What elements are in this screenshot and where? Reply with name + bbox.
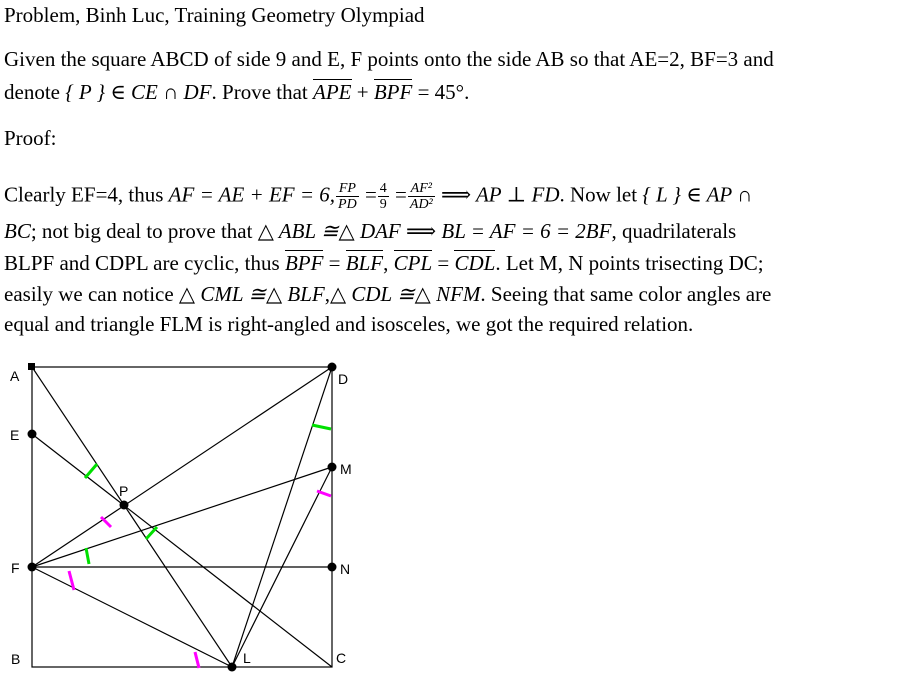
segment-ld bbox=[232, 367, 332, 667]
fraction-4-9: $\frac{4}{9}$ bbox=[379, 181, 387, 212]
proof-line-5: equal and triangle FLM is right-angled and isosceles, we got the required relation. bbox=[4, 312, 694, 336]
point-f bbox=[28, 563, 37, 572]
geometry-figure bbox=[0, 358, 360, 673]
point-n bbox=[328, 563, 337, 572]
magenta-angle-marks bbox=[69, 491, 331, 668]
segment-ec bbox=[32, 434, 332, 667]
label-l: L bbox=[243, 650, 251, 666]
segment-fd bbox=[32, 367, 332, 567]
fraction-af2-ad2: $\frac{\text{AF²}}{\text{AD²}}$ bbox=[409, 181, 433, 212]
proof-line-3: BLPF and CDPL are cyclic, thus BPF = BLF, CPL = CDL. Let M, N points trisecting DC; bbox=[4, 251, 764, 275]
point-d bbox=[328, 363, 337, 372]
label-d: D bbox=[338, 371, 349, 387]
proof-line-4: easily we can notice △ CML ≅△ BLF,△ CDL ≅△ NFM. Seeing that same color angles are bbox=[4, 282, 772, 306]
angle-bpf: BPF bbox=[373, 80, 413, 104]
label-e: E bbox=[10, 427, 20, 443]
point-a bbox=[28, 363, 35, 370]
label-c: C bbox=[336, 650, 347, 666]
segment-fm bbox=[32, 467, 332, 567]
label-b: B bbox=[11, 651, 21, 667]
label-f: F bbox=[11, 560, 20, 576]
point-e bbox=[28, 430, 37, 439]
label-a: A bbox=[10, 368, 20, 384]
fraction-fp-pd: $\frac{FP}{PD}$ bbox=[338, 181, 357, 212]
proof-line-1: Clearly EF=4, thus AF = AE + EF = 6, $\frac{FP}{PD}$ = $\frac{4}{9}$ = $\frac{\text{AF²}}{\text{AD²}}$ ⟹ AP ⊥ FD. Now let { L } ∈ AP ∩ bbox=[4, 181, 753, 212]
label-m: M bbox=[340, 461, 352, 477]
point-p bbox=[120, 501, 129, 510]
proof-label: Proof: bbox=[4, 126, 57, 150]
proof-line-2: BC; not big deal to prove that △ ABL ≅△ DAF ⟹ BL = AF = 6 = 2BF, quadrilaterals bbox=[4, 219, 737, 243]
segment-fl bbox=[32, 567, 232, 667]
angle-ape: APE bbox=[313, 80, 352, 104]
point-l bbox=[228, 663, 237, 672]
label-p: P bbox=[119, 483, 129, 499]
point-m bbox=[328, 463, 337, 472]
title: Problem, Binh Luc, Training Geometry Olympiad bbox=[4, 3, 425, 27]
label-n: N bbox=[340, 561, 351, 577]
problem-line-2: denote { P } ∈ CE ∩ DF. Prove that APE + BPF = 45°. bbox=[4, 80, 470, 104]
segment-al bbox=[32, 367, 232, 667]
problem-line-1: Given the square ABCD of side 9 and E, F points onto the side AB so that AE=2, BF=3 and bbox=[4, 47, 774, 71]
